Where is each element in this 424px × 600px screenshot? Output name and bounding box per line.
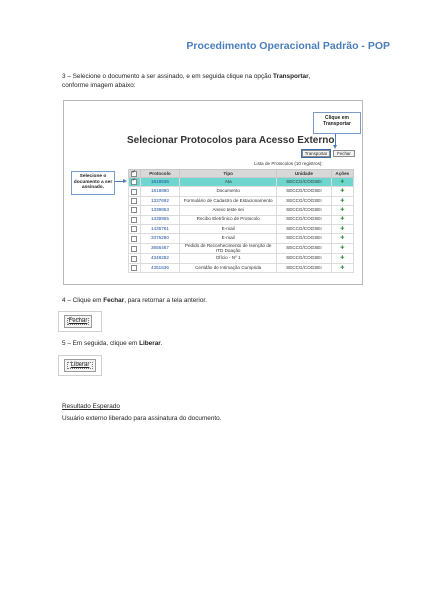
row-actions[interactable]	[331, 243, 353, 254]
row-unidade: SECCG/COGSEI	[277, 263, 331, 272]
table-row[interactable]	[129, 196, 354, 205]
row-unidade: SECCG/COGSEI	[277, 187, 331, 196]
row-actions[interactable]	[331, 224, 353, 233]
row-checkbox[interactable]	[131, 217, 137, 223]
assign-action-icon[interactable]: ✚	[340, 225, 345, 232]
table-row[interactable]	[129, 187, 354, 196]
row-protocolo[interactable]: 3375260	[140, 234, 179, 243]
step5-bold: Liberar	[139, 340, 161, 347]
row-checkbox[interactable]	[131, 179, 137, 185]
row-actions[interactable]	[331, 187, 353, 196]
table-row[interactable]	[129, 178, 354, 187]
row-unidade: SECCG/COGSEI	[277, 234, 331, 243]
row-checkbox-cell[interactable]	[129, 178, 141, 187]
step3-suffix: ,	[308, 73, 311, 80]
row-checkbox-cell[interactable]	[129, 215, 141, 224]
row-unidade: SECCG/COGSEI	[277, 224, 331, 233]
step4-text: 4 – Clique em	[62, 297, 104, 304]
row-tipo: Anexo teste sei	[180, 206, 277, 215]
row-checkbox[interactable]	[131, 226, 137, 232]
fechar-button-small[interactable]: Fechar	[333, 150, 355, 157]
step3-line2: conforme imagem abaixo:	[62, 82, 136, 89]
callout-transportar: Clique em Transportar	[313, 112, 361, 134]
callout-select-document: Selecione o documento a ser assinado.	[71, 171, 115, 195]
step3-paragraph	[62, 72, 364, 90]
step5-paragraph	[62, 339, 364, 348]
step5-text: 5 – Em seguida, clique em	[62, 340, 140, 347]
row-tipo: Ata	[180, 178, 277, 187]
row-unidade: SECCG/COGSEI	[277, 243, 331, 254]
row-unidade: SECCG/COGSEI	[277, 178, 331, 187]
row-actions[interactable]	[331, 215, 353, 224]
row-protocolo[interactable]: 1435761	[140, 224, 179, 233]
assign-action-icon[interactable]: ✚	[340, 235, 345, 242]
row-unidade: SECCG/COGSEI	[277, 254, 331, 263]
row-checkbox-cell[interactable]	[129, 254, 141, 263]
result-text: Usuário externo liberado para assinatura do documento.	[62, 415, 222, 422]
row-protocolo[interactable]: 1818636	[140, 178, 179, 187]
fechar-button-label: Fechar	[68, 318, 88, 324]
row-unidade: SECCG/COGSEI	[277, 206, 331, 215]
callout-arrow-down-icon	[335, 134, 336, 146]
assign-action-icon[interactable]: ✚	[340, 197, 345, 204]
table-row[interactable]	[129, 254, 354, 263]
row-checkbox[interactable]	[131, 236, 137, 242]
row-protocolo[interactable]: 1339955	[140, 215, 179, 224]
row-protocolo[interactable]: 1337692	[140, 196, 179, 205]
row-checkbox[interactable]	[131, 207, 137, 213]
step3-bold: Transportar	[273, 73, 309, 80]
row-actions[interactable]	[331, 178, 353, 187]
step5-suffix: .	[160, 340, 163, 347]
row-tipo: Certidão de Intimação Cumprida	[180, 263, 277, 272]
callout-arrow-right-icon	[115, 181, 124, 182]
table-row[interactable]	[129, 243, 354, 254]
row-tipo: Formulário de Cadastro de Estacionamento	[180, 196, 277, 205]
row-tipo: Ofício - Nº 1	[180, 254, 277, 263]
col-protocolo: Protocolo	[140, 170, 179, 178]
row-checkbox[interactable]	[131, 265, 137, 271]
row-actions[interactable]	[331, 196, 353, 205]
assign-action-icon[interactable]: ✚	[340, 206, 345, 213]
row-checkbox[interactable]	[131, 189, 137, 195]
row-checkbox-cell[interactable]	[129, 196, 141, 205]
result-heading: Resultado Esperado	[62, 403, 120, 410]
row-protocolo[interactable]: 3656467	[140, 243, 179, 254]
fechar-button[interactable]	[64, 315, 92, 328]
step4-paragraph	[62, 296, 364, 305]
table-row[interactable]	[129, 215, 354, 224]
assign-action-icon[interactable]: ✚	[340, 188, 345, 195]
row-protocolo[interactable]: 1818880	[140, 187, 179, 196]
row-actions[interactable]	[331, 234, 353, 243]
row-checkbox[interactable]	[131, 198, 137, 204]
col-tipo: Tipo	[180, 170, 277, 178]
assign-action-icon[interactable]: ✚	[340, 216, 345, 223]
row-tipo: E-mail	[180, 224, 277, 233]
table-row[interactable]	[129, 263, 354, 272]
row-checkbox-cell[interactable]	[129, 234, 141, 243]
col-acoes: Ações	[331, 170, 353, 178]
row-protocolo[interactable]: 4351636	[140, 263, 179, 272]
figure-title: Selecionar Protocolos para Acesso Externo	[127, 135, 335, 146]
row-checkbox-cell[interactable]	[129, 187, 141, 196]
assign-action-icon[interactable]: ✚	[340, 178, 345, 185]
liberar-button[interactable]	[64, 359, 96, 372]
step4-bold: Fechar	[103, 297, 125, 304]
row-unidade: SECCG/COGSEI	[277, 215, 331, 224]
transportar-button[interactable]: Transportar	[302, 150, 330, 157]
list-caption: Lista de Protocolos (10 registros):	[254, 161, 323, 166]
row-actions[interactable]	[331, 254, 353, 263]
row-tipo: Documento	[180, 187, 277, 196]
liberar-button-label: Liberar	[70, 362, 90, 368]
table-row[interactable]	[129, 206, 354, 215]
assign-action-icon[interactable]: ✚	[340, 264, 345, 271]
table-row[interactable]	[129, 234, 354, 243]
row-checkbox[interactable]	[131, 246, 137, 252]
checkbox-all[interactable]	[131, 171, 137, 177]
row-tipo: Pedido de Reconhecimento de Isenção de ITD Doação	[180, 243, 277, 254]
row-unidade: SECCG/COGSEI	[277, 196, 331, 205]
assign-action-icon[interactable]: ✚	[340, 255, 345, 262]
row-tipo: Recibo Eletrônico de Protocolo	[180, 215, 277, 224]
row-checkbox-cell[interactable]	[129, 224, 141, 233]
table-row[interactable]	[129, 224, 354, 233]
row-checkbox-cell[interactable]	[129, 206, 141, 215]
step4-suffix: , para retornar a tela anterior.	[124, 297, 207, 304]
step3-text: 3 – Selecione o documento a ser assinado, e em seguida clique na opção	[62, 73, 274, 80]
col-unidade: Unidade	[277, 170, 331, 178]
document-header-title: Procedimento Operacional Padrão - POP	[186, 40, 390, 52]
row-checkbox[interactable]	[131, 256, 137, 262]
row-tipo: E-mail	[180, 234, 277, 243]
row-checkbox-cell[interactable]	[129, 263, 141, 272]
screenshot-figure	[63, 100, 363, 285]
row-actions[interactable]	[331, 206, 353, 215]
row-actions[interactable]	[331, 263, 353, 272]
protocols-table	[128, 169, 354, 273]
row-protocolo[interactable]: 4349282	[140, 254, 179, 263]
row-checkbox-cell[interactable]	[129, 243, 141, 254]
row-protocolo[interactable]: 1339953	[140, 206, 179, 215]
assign-action-icon[interactable]: ✚	[340, 245, 345, 252]
